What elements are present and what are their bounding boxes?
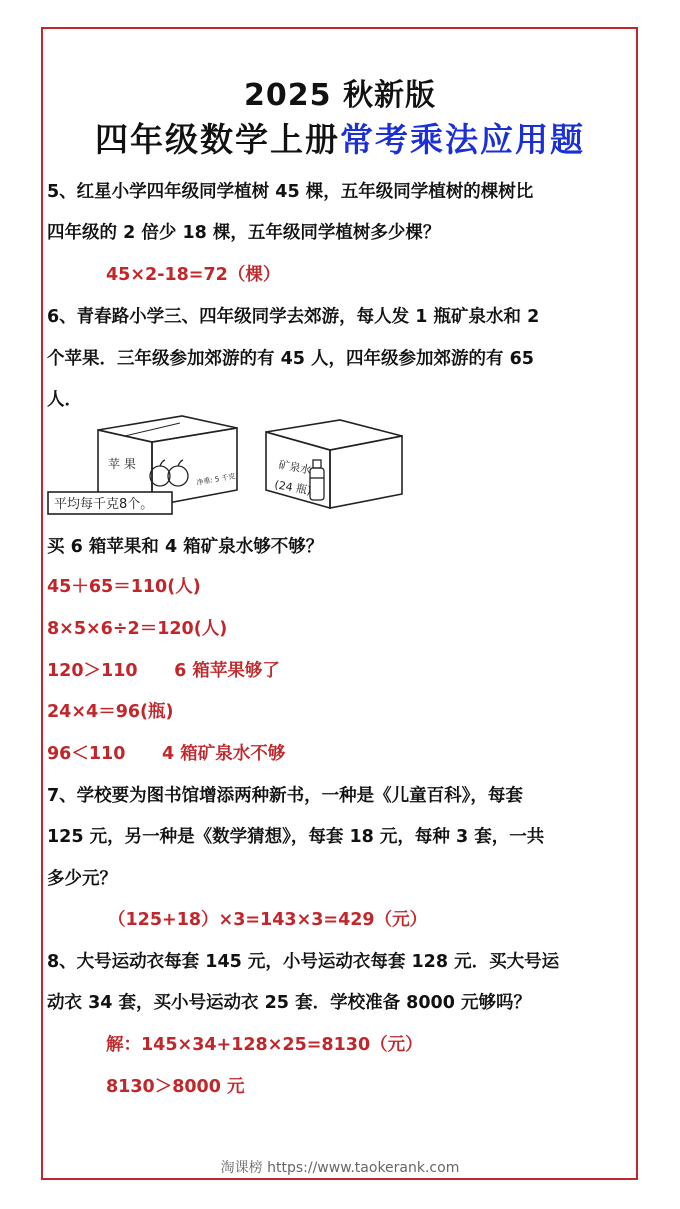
problem-8-answer-2: 8130＞8000 元: [106, 1077, 245, 1097]
boxes-illustration: [40, 410, 420, 522]
page-title-line1: 2025 秋新版: [244, 78, 436, 113]
problem-7-line1: 7、学校要为图书馆增添两种新书，一种是《儿童百科》，每套: [47, 786, 523, 806]
problem-8-answer-1: 解：145×34+128×25=8130（元）: [106, 1035, 423, 1055]
problem-6-line1: 6、青春路小学三、四年级同学去郊游，每人发 1 瓶矿泉水和 2: [47, 307, 540, 327]
problem-6-question: 买 6 箱苹果和 4 箱矿泉水够不够？: [47, 537, 324, 557]
problem-7-answer: （125+18）×3=143×3=429（元）: [108, 910, 428, 930]
page-title-line2: [0, 114, 680, 161]
problem-6-line2: 个苹果．三年级参加郊游的有 45 人，四年级参加郊游的有 65: [47, 349, 534, 369]
problem-6-answer-1: 45＋65＝110(人): [47, 577, 201, 597]
problem-5-line2: 四年级的 2 倍少 18 棵，五年级同学植树多少棵？: [47, 223, 441, 243]
water-box-label: 矿泉水: [277, 458, 313, 477]
apple-box-note: 平均每千克8个。: [54, 497, 154, 512]
problem-5-line1: 5、红星小学四年级同学植树 45 棵，五年级同学植树的棵树比: [47, 182, 534, 202]
problem-7-line3: 多少元？: [47, 869, 117, 889]
problem-6-answer-3: 120＞110 6 箱苹果够了: [47, 661, 280, 681]
apple-box-weight: 净重: 5 千克: [195, 472, 237, 487]
apple-icon: [150, 460, 188, 486]
problem-6-answer-4: 24×4＝96(瓶): [47, 702, 174, 722]
problem-6-line3: 人．: [47, 390, 82, 410]
problem-8-line1: 8、大号运动衣每套 145 元，小号运动衣每套 128 元．买大号运: [47, 952, 560, 972]
problem-7-line2: 125 元，另一种是《数学猜想》，每套 18 元，每种 3 套，一共: [47, 827, 545, 847]
problem-6-answer-2: 8×5×6÷2＝120(人): [47, 619, 228, 639]
bottle-icon: [310, 460, 324, 500]
title-black-part: 四年级数学上册: [95, 120, 340, 159]
problem-6-answer-5: 96＜110 4 箱矿泉水不够: [47, 744, 286, 764]
apple-box-label: 苹 果: [108, 457, 136, 471]
water-box-count: (24 瓶): [273, 478, 313, 498]
problem-5-answer: 45×2-18=72（棵）: [106, 265, 281, 285]
footer-watermark: 淘课榜 https://www.taokerank.com: [220, 1160, 460, 1176]
title-blue-part: 常考乘法应用题: [340, 120, 585, 159]
problem-8-line2: 动衣 34 套，买小号运动衣 25 套．学校准备 8000 元够吗？: [47, 993, 531, 1013]
